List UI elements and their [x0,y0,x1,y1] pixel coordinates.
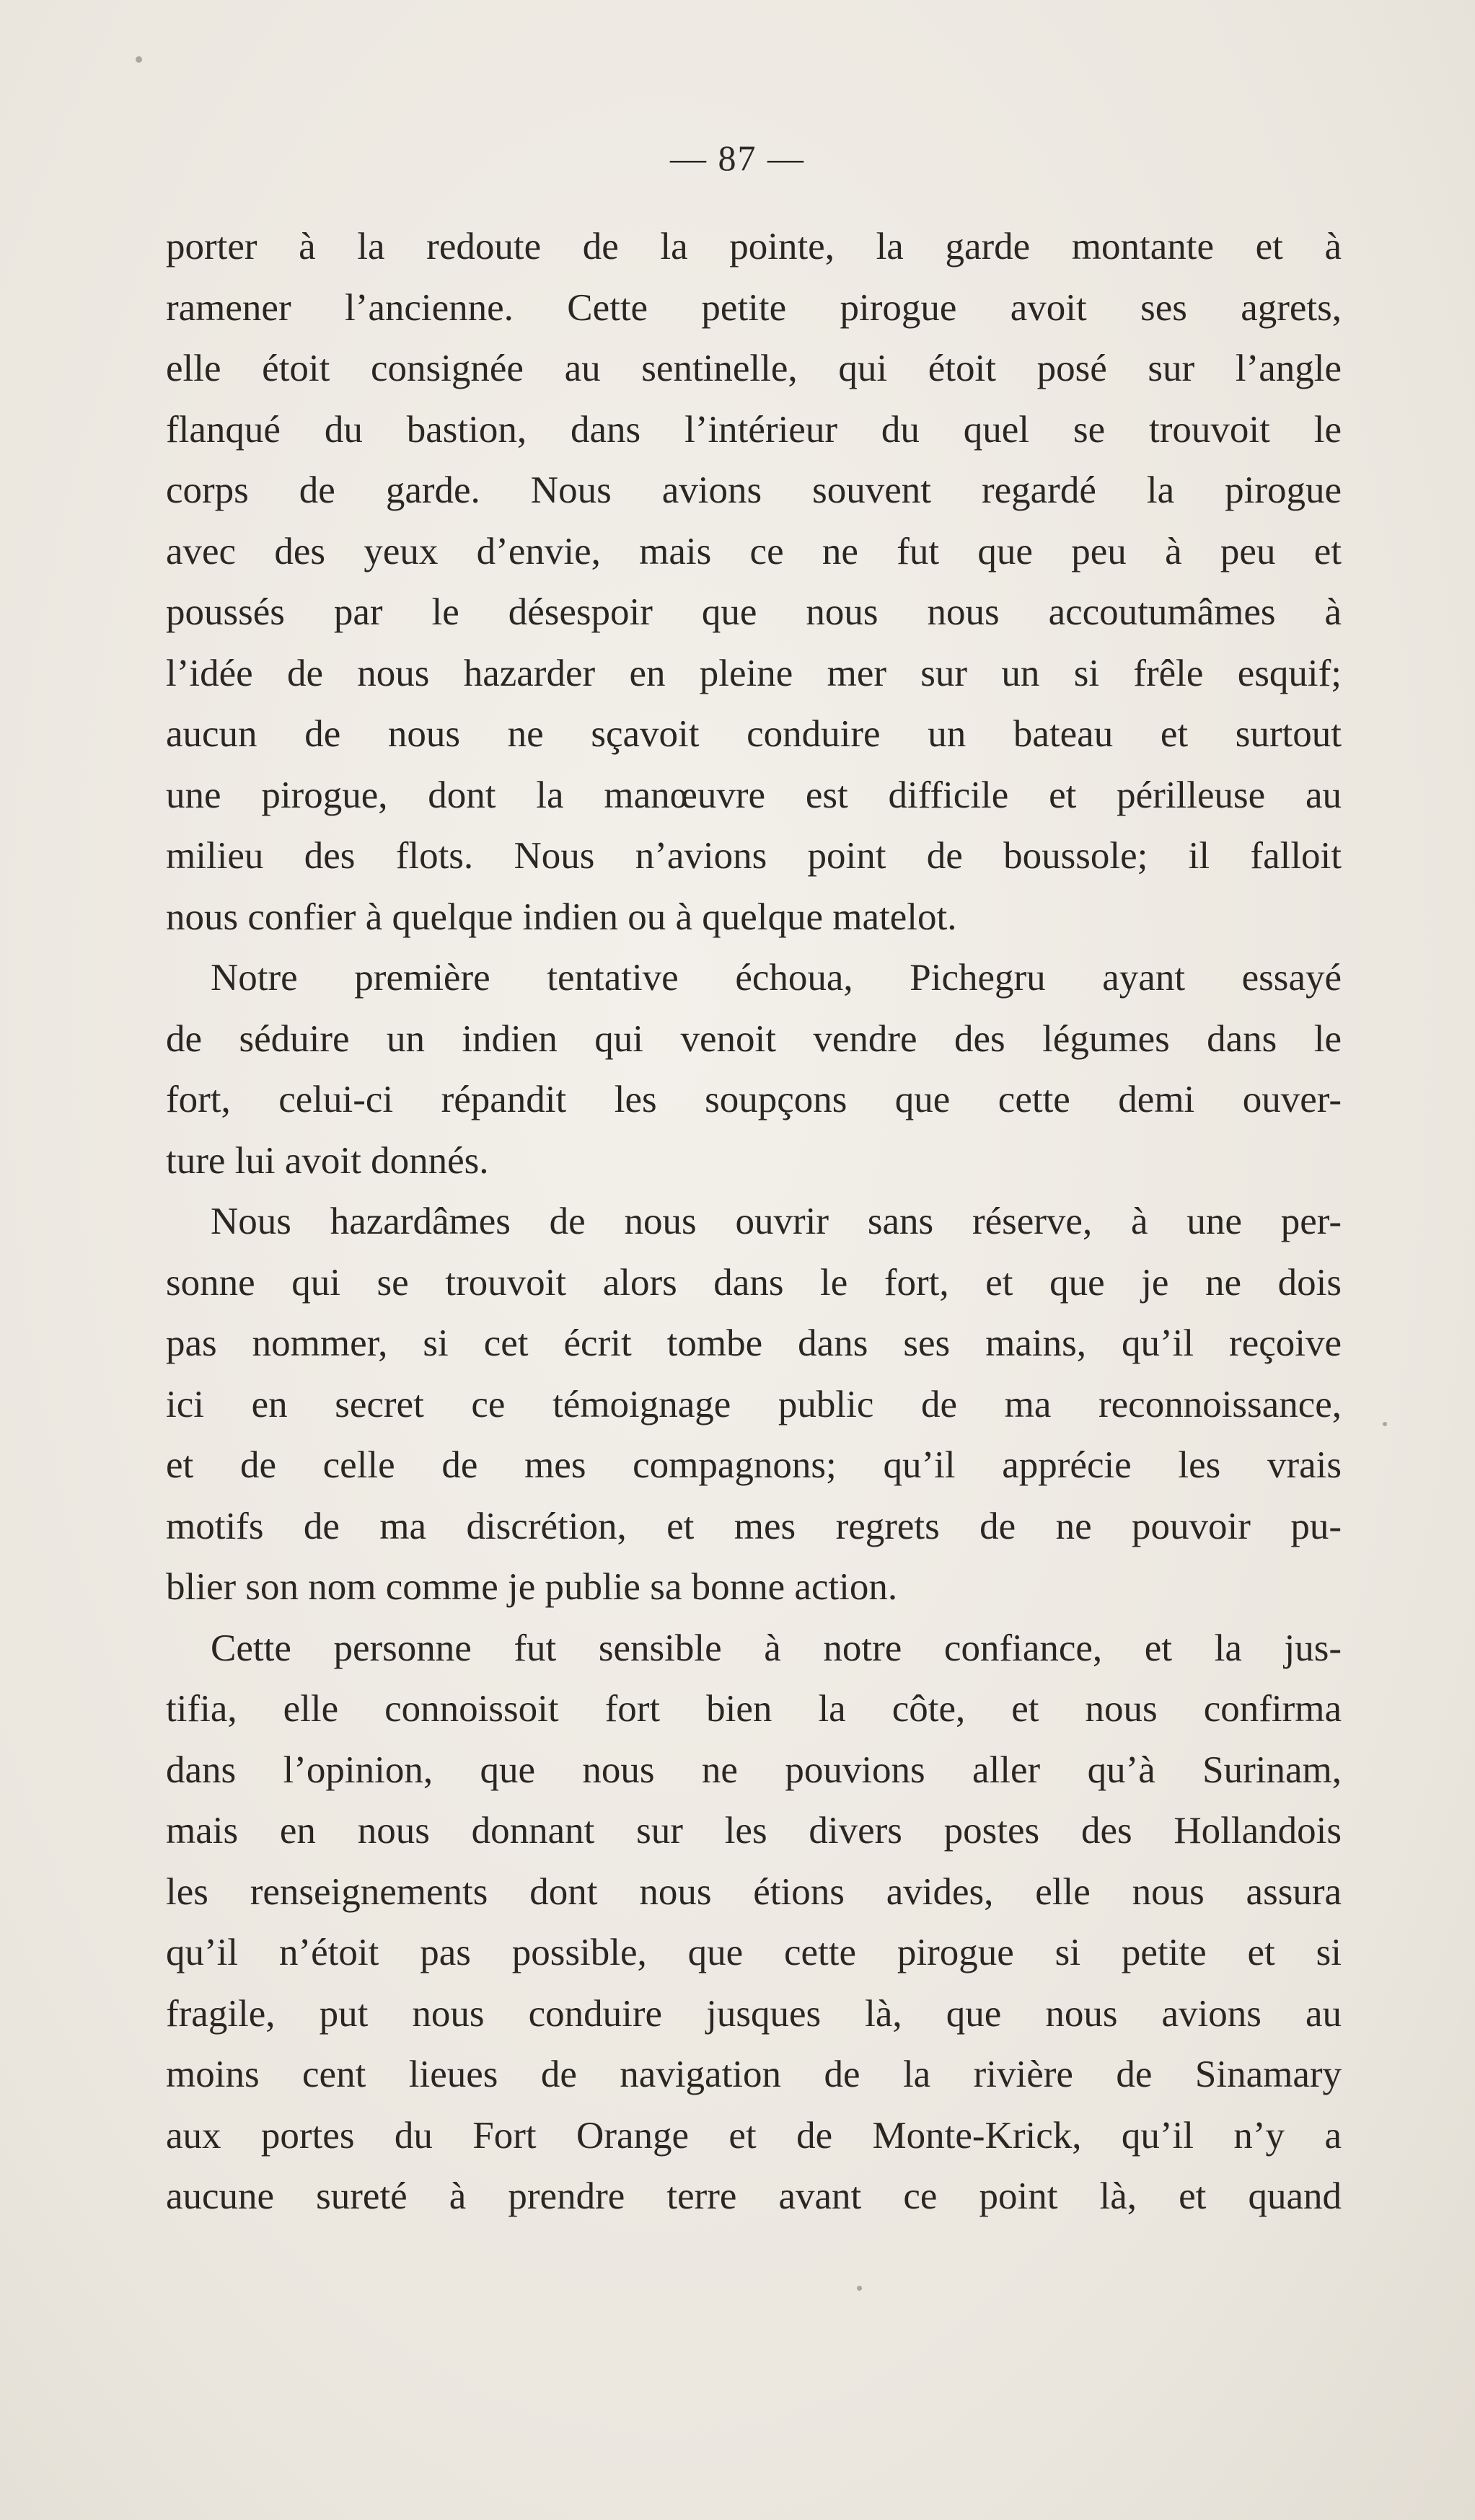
text-line: blier son nom comme je publie sa bonne action. [166,1566,898,1608]
text-line: mais en nous donnant sur les divers postes des Hollandois [166,1810,1342,1852]
text-line: flanqué du bastion, dans l’intérieur du quel se trouvoit le [166,408,1342,451]
text-line: ture lui avoit donnés. [166,1139,489,1182]
text-line: sonne qui se trouvoit alors dans le fort, et que je ne dois [166,1261,1342,1304]
text-line: aux portes du Fort Orange et de Monte-Krick, qu’il n’y a [166,2114,1342,2157]
text-line: l’idée de nous hazarder en pleine mer sur un si frêle esquif; [166,652,1342,694]
text-line: fort, celui-ci répandit les soupçons que cette demi ouver- [166,1079,1342,1120]
text-line: dans l’opinion, que nous ne pouvions aller qu’à Surinam, [166,1748,1342,1791]
text-line: elle étoit consignée au sentinelle, qui étoit posé sur l’angle [166,348,1342,389]
paper-speck [857,2286,862,2291]
text-line: une pirogue, dont la manœuvre est difficile et périlleuse au [166,774,1342,816]
text-line: ramener l’ancienne. Cette petite pirogue avoit ses agrets, [166,286,1342,329]
text-line: tifia, elle connoissoit fort bien la côte, et nous confirma [166,1688,1342,1730]
text-line: milieu des flots. Nous n’avions point de boussole; il falloit [166,835,1342,877]
paragraph-start-line: Nous hazardâmes de nous ouvrir sans réserve, à une per- [211,1201,1342,1242]
text-line: ici en secret ce témoignage public de ma reconnoissance, [166,1383,1342,1425]
text-line: nous confier à quelque indien ou à quelque matelot. [166,896,957,938]
text-line: corps de garde. Nous avions souvent regardé la pirogue [166,469,1342,511]
paper-speck [1383,1422,1387,1426]
paper-speck [136,56,142,63]
text-line: et de celle de mes compagnons; qu’il apprécie les vrais [166,1444,1342,1486]
text-line: de séduire un indien qui venoit vendre des légumes dans le [166,1017,1342,1060]
text-line: porter à la redoute de la pointe, la garde montante et à [166,226,1342,268]
text-line: motifs de ma discrétion, et mes regrets de ne pouvoir pu- [166,1505,1342,1547]
text-line: qu’il n’étoit pas possible, que cette pirogue si petite et si [166,1932,1342,1973]
paragraph-start-line: Notre première tentative échoua, Pichegru ayant essayé [211,957,1342,999]
text-line: fragile, put nous conduire jusques là, que nous avions au [166,1992,1342,2035]
text-line: pas nommer, si cet écrit tombe dans ses mains, qu’il reçoive [166,1322,1342,1364]
page-number: — 87 — [670,138,805,178]
text-line: aucun de nous ne sçavoit conduire un bateau et surtout [166,713,1342,755]
paragraph-start-line: Cette personne fut sensible à notre confiance, et la jus- [211,1627,1342,1669]
text-line: aucune sureté à prendre terre avant ce point là, et quand [166,2175,1342,2217]
text-line: poussés par le désespoir que nous nous accoutumâmes à [166,591,1342,633]
text-line: moins cent lieues de navigation de la rivière de Sinamary [166,2053,1342,2095]
text-line: les renseignements dont nous étions avides, elle nous assura [166,1870,1342,1913]
text-line: avec des yeux d’envie, mais ce ne fut que peu à peu et [166,530,1342,572]
body-text [166,216,1342,2227]
